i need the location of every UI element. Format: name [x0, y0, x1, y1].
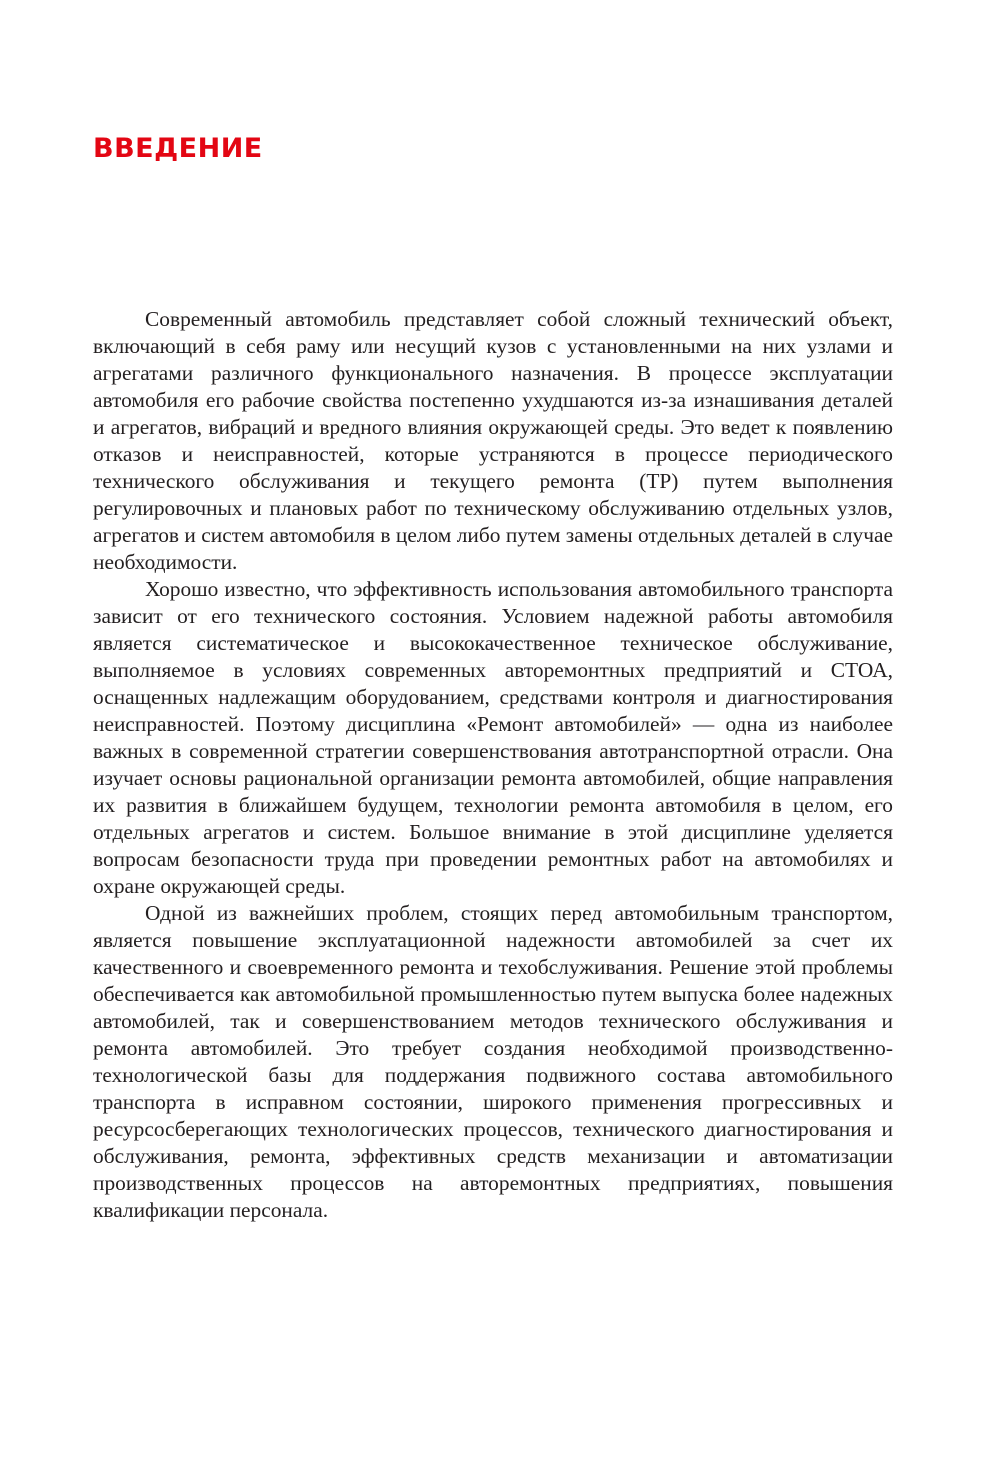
- chapter-title: ВВЕДЕНИЕ: [93, 133, 263, 164]
- paragraph-3: Одной из важнейших проблем, стоящих перед автомобильным транспортом, является повышение эксплуатационной надежности автомобилей за счет их качественного и своевременного ремонта и техобслуживания. Решение этой проблемы обеспечивается как автомобильной промышленностью путем выпуска более надежных автомобилей, так и совершенствованием методов технического обслуживания и ремонта автомобилей. Это требует создания необходимой производственно-технологической базы для поддержания подвижного состава автомобильного транспорта в исправном состоянии, широкого применения прогрессивных и ресурсосберегающих технологических процессов, технического диагностирования и обслуживания, ремонта, эффективных средств механизации и автоматизации производственных процессов на авторемонтных предприятиях, повышения квалификации персонала.: [93, 901, 893, 1222]
- paragraph-1: Современный автомобиль представляет собой сложный технический объект, включающий в себя раму или несущий кузов с установленными на них узлами и агрегатами различного функционального назначения. В процессе эксплуатации автомобиля его рабочие свойства постепенно ухудшаются из-за изнашивания деталей и агрегатов, вибраций и вредного влияния окружающей среды. Это ведет к появлению отказов и неисправностей, которые устраняются в процессе периодического технического обслуживания и текущего ремонта (ТР) путем выполнения регулировочных и плановых работ по техническому обслуживанию отдельных узлов, агрегатов и систем автомобиля в целом либо путем замены отдельных деталей в случае необходимости.: [93, 307, 893, 574]
- paragraph-2: Хорошо известно, что эффективность использования автомобильного транспорта зависит от его технического состояния. Условием надежной работы автомобиля является систематическое и высококачественное техническое обслуживание, выполняемое в условиях современных авторемонтных предприятий и СТОА, оснащенных надлежащим оборудованием, средствами контроля и диагностирования неисправностей. Поэтому дисциплина «Ремонт автомобилей» — одна из наиболее важных в современной стратегии совершенствования автотранспортной отрасли. Она изучает основы рациональной организации ремонта автомобилей, общие направления их развития в ближайшем будущем, технологии ремонта автомобиля в целом, его отдельных агрегатов и систем. Большое внимание в этой дисциплине уделяется вопросам безопасности труда при проведении ремонтных работ на автомобилях и охране окружающей среды.: [93, 577, 893, 898]
- body-text: [93, 306, 893, 1224]
